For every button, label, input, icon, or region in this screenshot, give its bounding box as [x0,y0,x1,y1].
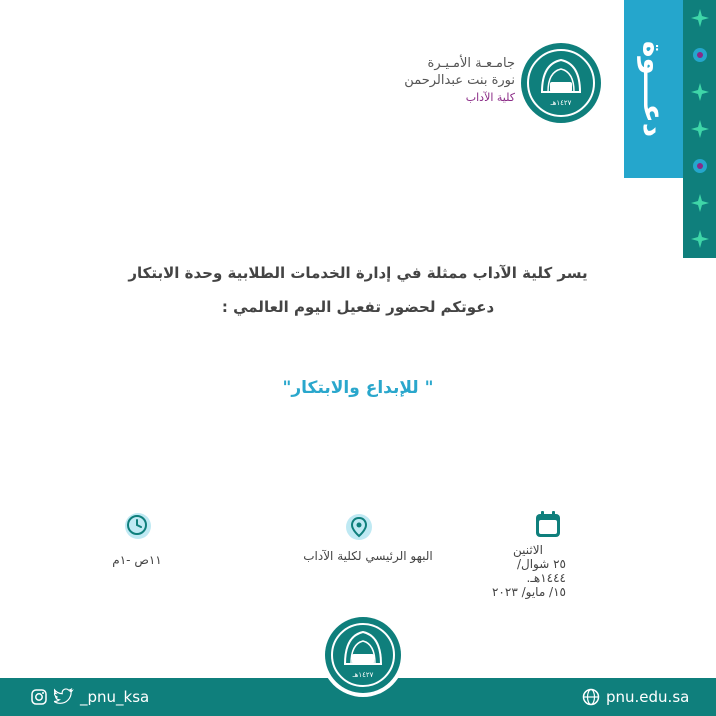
pattern-flower-icon [690,45,710,65]
college-name: كلية الآداب [465,91,515,104]
instagram-icon[interactable] [30,688,48,706]
date-gregorian: ١٥/ مايو/ ٢٠٢٣ [491,585,566,599]
logo-year-label: ١٤٢٧هـ [550,99,572,107]
pattern-star-icon [690,119,710,139]
footer-social[interactable] [30,688,149,706]
banner-label: دعـــوة [637,40,670,138]
date-hijri: ٢٥ شوال/ ١٤٤٤هـ. [516,557,566,585]
time-text: ١١ص -١م [112,553,162,567]
university-name [380,55,515,106]
website-url[interactable]: pnu.edu.sa [606,688,690,706]
university-logo [520,42,602,124]
twitter-icon[interactable] [54,688,74,706]
pattern-flower-icon [690,156,710,176]
invitation-line1: يسر كلية الآداب ممثلة في إدارة الخدمات الطلابية وحدة الابتكار [128,264,588,282]
invitation-line2: دعوتكم لحضور تفعيل اليوم العالمي : [221,298,495,316]
globe-icon [582,688,600,706]
clock-icon [123,511,153,541]
pattern-star-icon [690,229,710,249]
date-block [490,543,566,599]
event-title: " للإبداع والابتكار" [282,378,434,398]
university-line2: نورة بنت عبدالرحمن [404,73,515,88]
calendar-icon [535,510,561,538]
pattern-star-icon [690,82,710,102]
pattern-star-icon [690,8,710,28]
footer-website[interactable] [582,688,689,706]
bottom-logo-year-label: ١٤٢٧هـ [352,671,374,679]
bottom-university-logo [320,612,406,698]
date-day: الاثنين [513,543,543,557]
location-pin-icon [344,512,374,542]
pattern-star-icon [690,193,710,213]
social-handle[interactable]: _pnu_ksa [80,688,150,706]
university-line1: جامـعـة الأمـيـرة [427,56,515,71]
location-text: البهو الرئيسي لكلية الآداب [303,549,433,563]
invitation-banner [624,0,683,178]
decorative-pattern-strip [683,0,716,258]
